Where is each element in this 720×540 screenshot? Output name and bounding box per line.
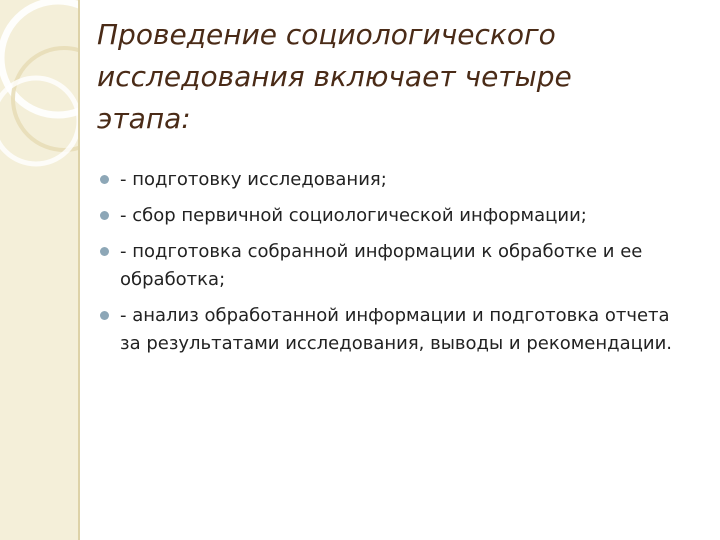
bullet-list [100,166,690,366]
bullet-item [100,202,690,230]
bullet-text: - сбор первичной социологической информации; [120,205,587,226]
circle-bullet-icon [100,211,109,220]
bullet-item [100,238,690,294]
side-panel [0,0,80,540]
bullet-text: - подготовка собранной информации к обработке и ее обработка; [120,241,643,290]
circle-bullet-icon [100,247,109,256]
bullet-item [100,166,690,194]
bullet-item [100,302,690,358]
circle-bullet-icon [100,311,109,320]
decorative-rings-icon [0,0,78,540]
circle-bullet-icon [100,175,109,184]
bullet-text: - подготовку исследования; [120,169,387,190]
bullet-text: - анализ обработанной информации и подготовка отчета за результатами исследования, выводы и рекомендации. [120,305,672,354]
slide-title: Проведение социологического исследования включает четыре этапа: [97,18,572,135]
